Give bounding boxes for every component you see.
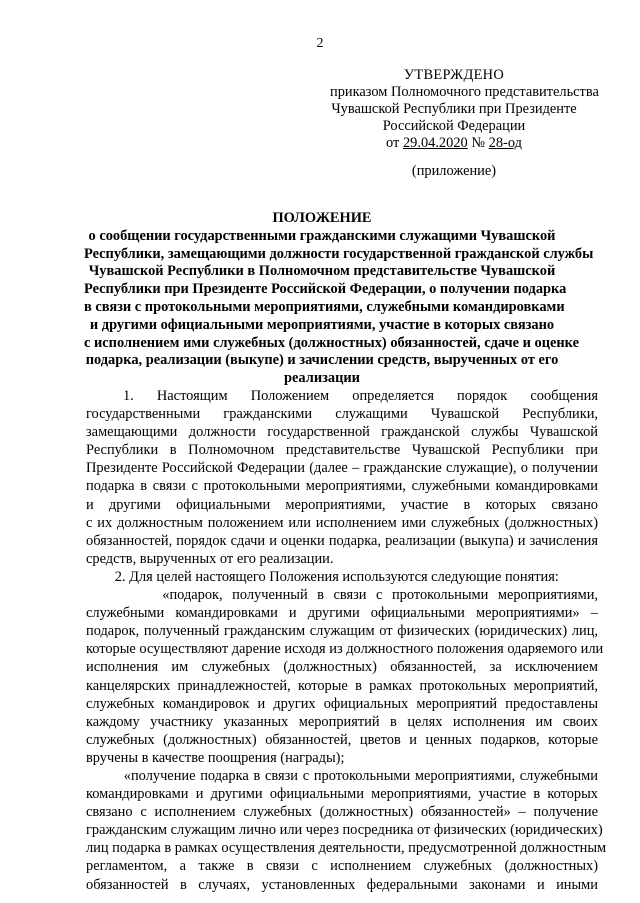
title-line: Республики, замещающими должности государственной гражданской службы (84, 245, 594, 262)
approval-line: УТВЕРЖДЕНО (403, 67, 505, 83)
body-line: каждому участнику указанных мероприятий в целях исполнения им своих (86, 713, 598, 730)
body-line: лиц подарка в рамках осуществления деятельности, предусмотренной должностным (86, 840, 607, 857)
approval-line: Российской Федерации (382, 118, 526, 134)
body-line: обязанностей, порядок сдачи и оценки подарка, реализации (выкупа) и зачисления (86, 532, 598, 549)
body-line: «подарок, полученный в связи с протокольными мероприятиями, (86, 587, 598, 604)
body-line: замещающими должности государственной гражданской службы Чувашской (86, 424, 598, 441)
body-line: регламентом, а также в связи с исполнением служебных (должностных) (86, 858, 598, 875)
approval-line: приказом Полномочного представительства (330, 84, 599, 100)
body-line: и другими официальными мероприятиями, участие в которых связано (86, 496, 598, 513)
title-line: Республики при Президенте Российской Федерации, о получении подарка (84, 281, 567, 298)
body-line: государственными гражданскими служащими Чувашской Республики, (86, 406, 598, 423)
title-line: о сообщении государственными гражданскими служащими Чувашской (88, 227, 556, 244)
body-line: служебными командировками и другими официальными мероприятиями» – (86, 605, 598, 622)
document-body (86, 387, 607, 894)
approval-stamp (330, 67, 599, 152)
body-line: служебных (должностных) обязанностей, цветов и ценных подарков, которые (86, 731, 598, 748)
body-line: вручены в качестве поощрения (награды); (86, 749, 345, 766)
body-line: 1. Настоящим Положением определяется порядок сообщения (86, 388, 598, 404)
body-line: служебных командировок и других официальных мероприятий предоставлены (86, 695, 598, 712)
approval-date-row (330, 135, 578, 152)
body-line: гражданским служащим лично или через посредника от физических (юридических) (86, 822, 603, 839)
body-line: связано с исполнением служебных (должностных) обязанностей» – получение (86, 804, 598, 821)
title-line: и другими официальными мероприятиями, участие в которых связано (89, 316, 555, 333)
body-line: командировками и другими официальными мероприятиями, участие в которых (86, 786, 598, 803)
body-line: исполнения им служебных (должностных) обязанностей, за исключением (86, 659, 598, 676)
body-line: средств, вырученных от его реализации. (86, 550, 334, 567)
body-line: обязанностей в случаях, установленных федеральными законами и иными (86, 876, 598, 893)
title-line: ПОЛОЖЕНИЕ (272, 210, 372, 226)
body-line: «получение подарка в связи с протокольными мероприятиями, служебными (86, 767, 598, 784)
date-prefix: от (386, 135, 403, 151)
body-line: Республики в Полномочном представительстве Чувашской Республики при (86, 442, 598, 459)
approval-date: 29.04.2020 (402, 135, 468, 151)
title-line: с исполнением ими служебных (должностных) обязанностей, сдаче и оценке (84, 334, 579, 351)
title-line: подарка, реализации (выкупе) и зачислении средств, вырученных от его (85, 352, 559, 369)
body-line: подарка в связи с протокольными мероприятиями, служебными командировками (86, 478, 598, 495)
document-title (84, 210, 594, 388)
title-line: реализации (284, 370, 360, 387)
body-line: с их должностным положением или исполнением ими служебных (должностных) (86, 514, 598, 531)
body-line: 2. Для целей настоящего Положения используются следующие понятия: (86, 568, 559, 585)
appendix-label: (приложение) (411, 163, 497, 179)
approval-line: Чувашской Республики при Президенте (331, 101, 577, 117)
body-line: подарок, полученный гражданским служащим от физических (юридических) лиц, (86, 623, 598, 640)
body-line: Президенте Российской Федерации (далее – гражданские служащие), о получении (86, 460, 598, 477)
title-line: Чувашской Республики в Полномочном представительстве Чувашской (88, 263, 556, 280)
page-number: 2 (316, 36, 324, 51)
body-line: канцелярских принадлежностей, которые в рамках протокольных мероприятий, (86, 677, 598, 694)
approval-number: 28-од (488, 135, 522, 151)
body-line: которые осуществляют дарение исходя из должностного положения одаряемого или (86, 641, 604, 658)
title-line: в связи с протокольными мероприятиями, служебными командировками (84, 298, 565, 315)
number-prefix: № (467, 135, 489, 151)
